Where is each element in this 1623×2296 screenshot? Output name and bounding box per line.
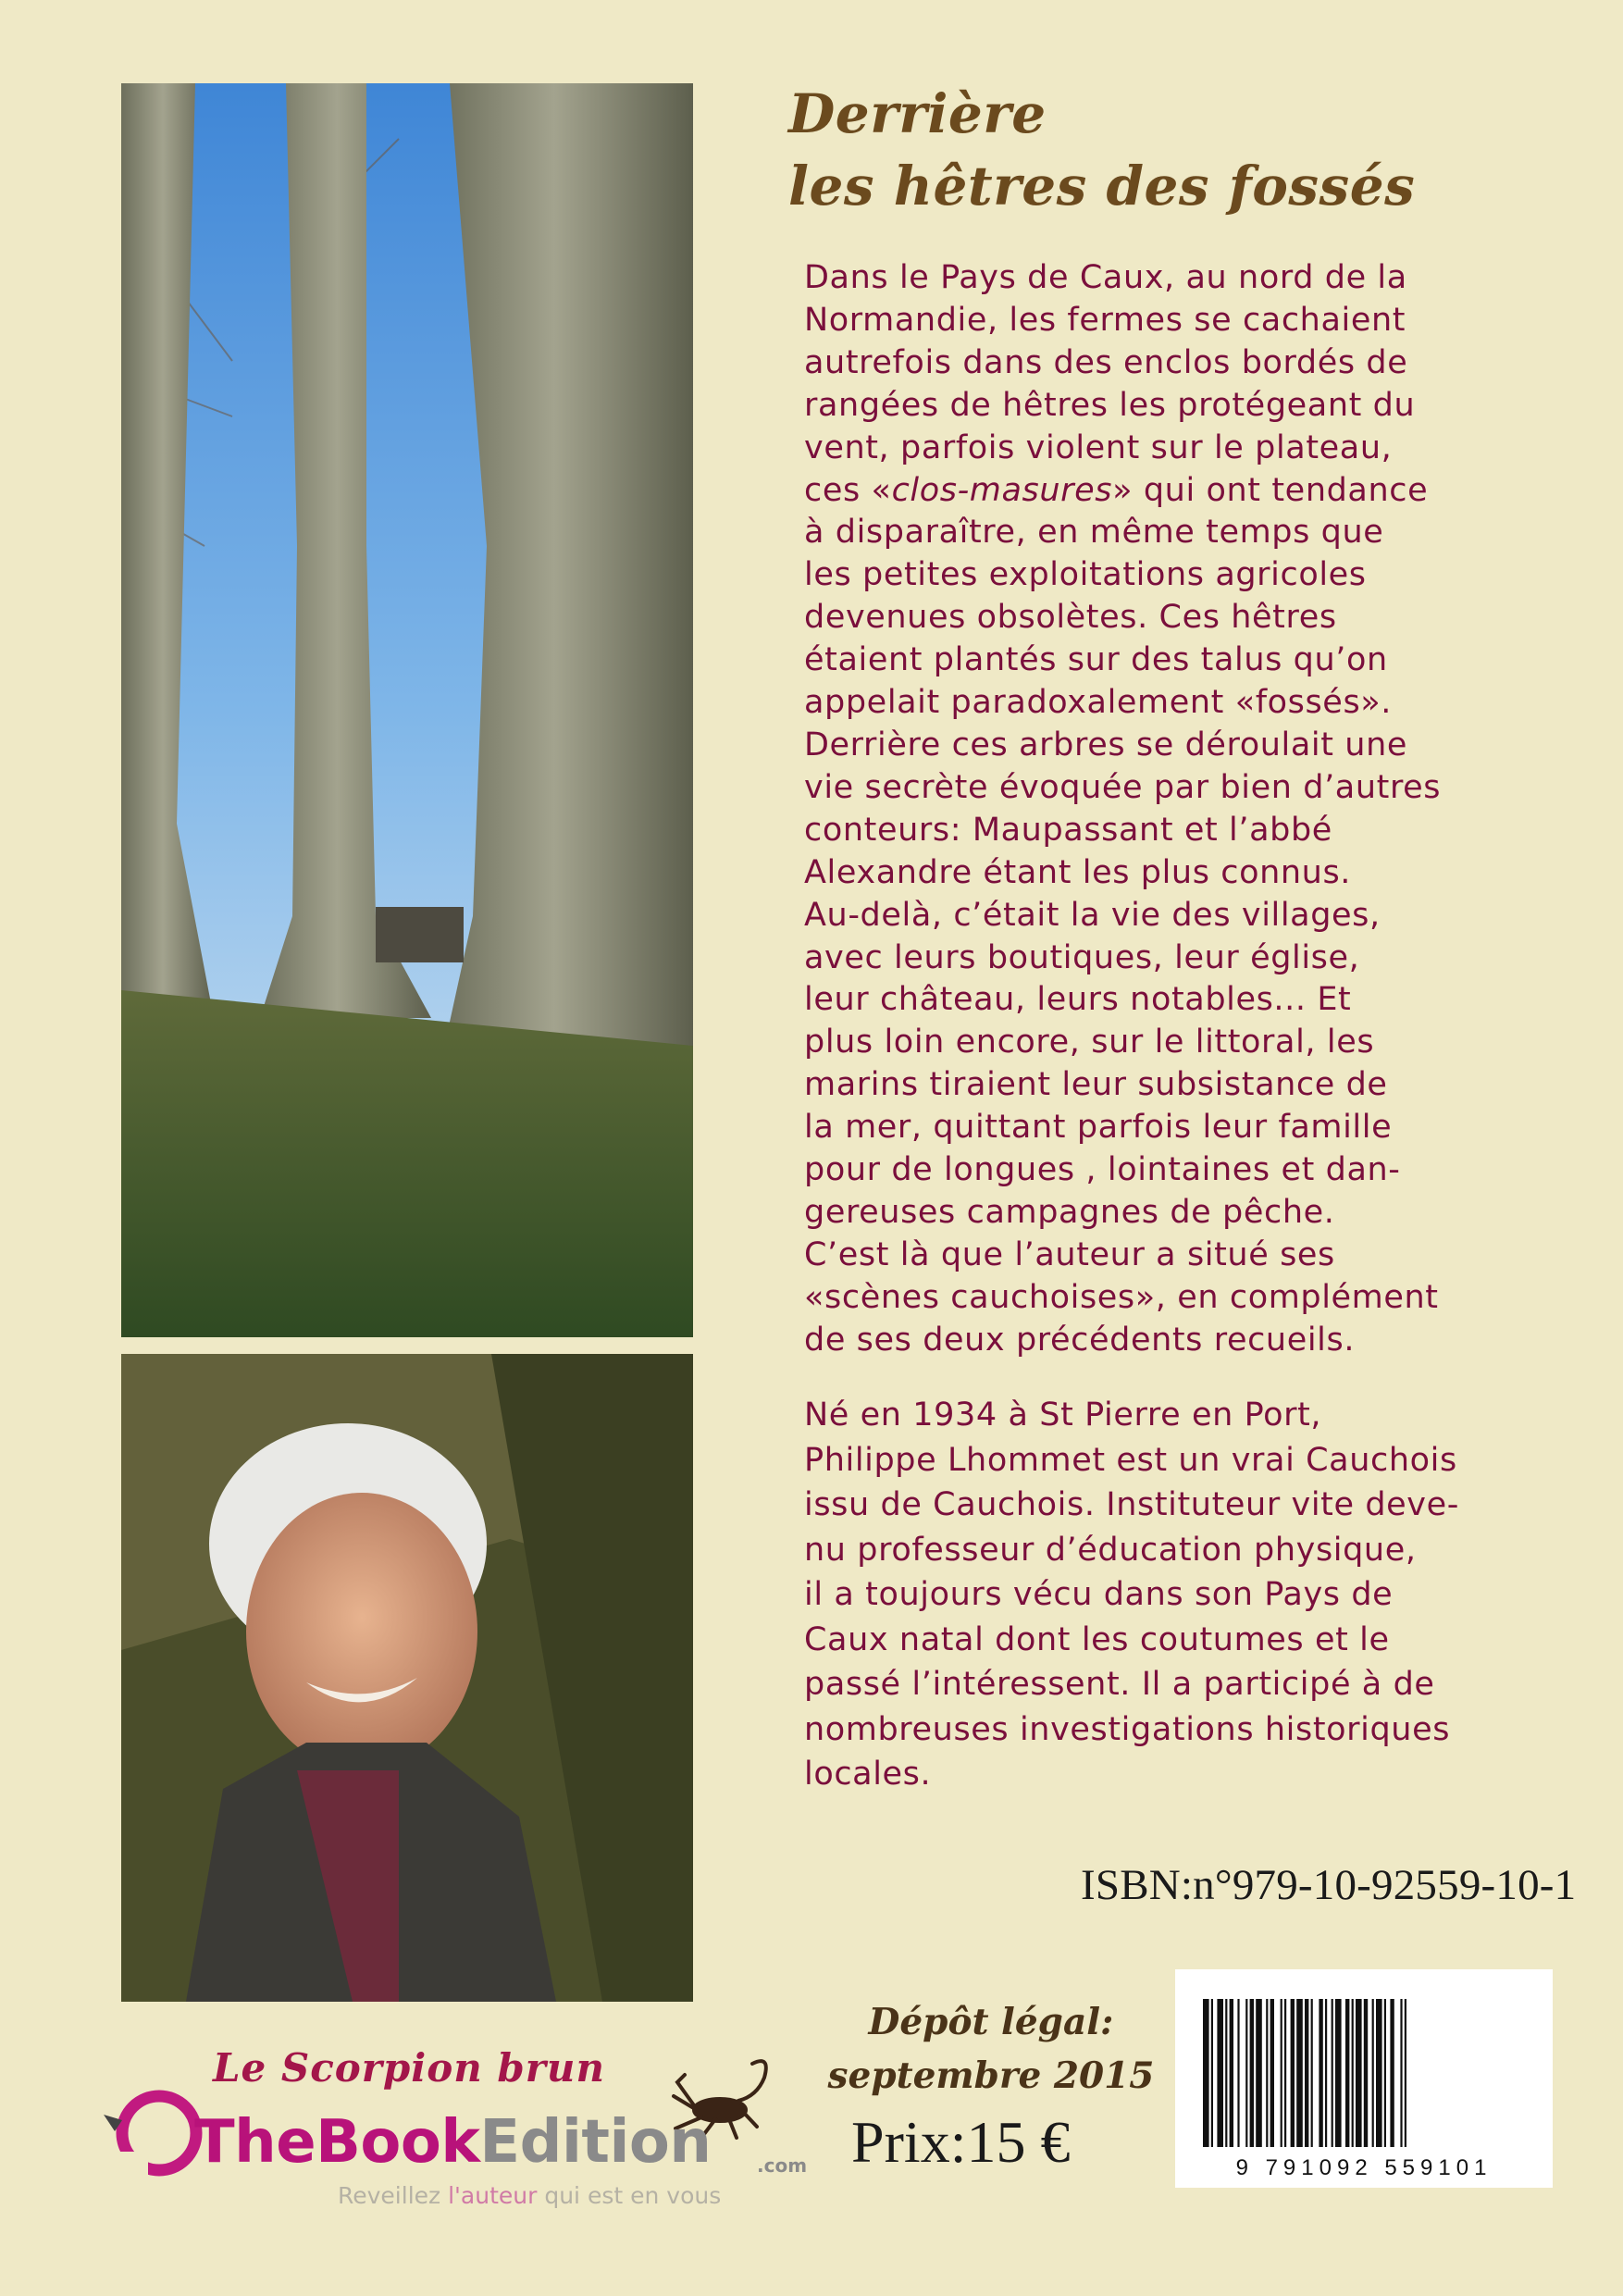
bio-line: issu de Cauchois. Instituteur vite deve- [804,1486,1459,1523]
summary-line: avec leurs boutiques, leur église, [804,938,1360,976]
barcode-text-layer [1175,1969,1553,2188]
tagline-part3: qui est en vous [537,2182,722,2209]
summary-line: Dans le Pays de Caux, au nord de la [804,259,1407,296]
summary-line: Alexandre étant les plus connus. [804,853,1352,891]
summary-line: à disparaître, en même temps que [804,514,1384,552]
summary-line: gereuses campagnes de pêche. [804,1193,1335,1231]
summary-line: pour de longues , lointaines et dan- [804,1151,1401,1189]
summary-line: rangées de hêtres les protégeant du [804,386,1416,424]
publisher-tagline [338,2182,721,2209]
barcode [1175,1969,1553,2188]
bio-line: nu professeur d’éducation physique, [804,1531,1417,1569]
summary-fragment: ces « [804,471,892,509]
summary-emphasis: clos-masures [891,471,1113,509]
author-bio [804,1393,1600,1797]
summary-line: la mer, quittant parfois leur famille [804,1109,1393,1147]
beech-trees-photo [121,83,693,1337]
summary-line: vent, parfois violent sur le plateau, [804,428,1393,466]
tagline-part2: l'auteur [448,2182,538,2209]
bio-line: Né en 1934 à St Pierre en Port, [804,1396,1322,1433]
bio-line: nombreuses investigations historiques [804,1710,1451,1748]
summary-line: les petites exploitations agricoles [804,556,1367,594]
summary-line: C’est là que l’auteur a situé ses [804,1235,1335,1273]
summary-line: appelait paradoxalement «fossés». [804,684,1393,722]
summary-line: étaient plantés sur des talus qu’on [804,641,1388,679]
summary-line: marins tiraient leur subsistance de [804,1066,1388,1104]
summary-line: «scènes cauchoises», en complément [804,1278,1439,1316]
bio-line: Caux natal dont les coutumes et le [804,1620,1390,1658]
imprint-name: Le Scorpion brun [213,2045,605,2091]
bio-line: il a toujours vécu dans son Pays de [804,1576,1394,1613]
thebookedition-logo-icon [102,2078,204,2189]
bio-line: passé l’intéressent. Il a participé à de [804,1666,1435,1703]
author-portrait-photo [121,1354,693,2002]
depot-legal [805,1995,1177,2103]
summary-line: leur château, leurs notables... Et [804,981,1352,1019]
publisher-name-part1: TheBook [194,2108,480,2177]
depot-legal-label: Dépôt légal: [868,2001,1114,2043]
bio-line: locales. [804,1756,932,1793]
title-line-1: Derrière [788,82,1047,145]
isbn-number: ISBN:n°979-10-92559-10-1 [1081,1861,1577,1909]
barcode-digits: 9 791092 559101 [1235,2155,1493,2180]
summary-fragment: » qui ont tendance [1112,471,1429,509]
depot-legal-date: septembre 2015 [827,2054,1155,2097]
summary-line: de ses deux précédents recueils. [804,1321,1356,1359]
summary-line: Derrière ces arbres se déroulait une [804,726,1407,763]
summary-line [804,470,1600,513]
book-price: Prix:15 € [851,2109,1071,2175]
summary-line: vie secrète évoquée par bien d’autres [804,768,1442,806]
title-line-2: les hêtres des fossés [788,155,1416,217]
book-summary [804,257,1600,1362]
summary-line: Au-delà, c’était la vie des villages, [804,896,1381,934]
bio-line: Philippe Lhommet est un vrai Cauchois [804,1441,1457,1479]
summary-line: autrefois dans des enclos bordés de [804,343,1408,381]
summary-line: devenues obsolètes. Ces hêtres [804,599,1337,637]
summary-line: Normandie, les fermes se cachaient [804,301,1406,339]
summary-line: plus loin encore, sur le littoral, les [804,1024,1375,1061]
tagline-part1: Reveillez [338,2182,449,2209]
book-title [788,78,1584,222]
summary-line: conteurs: Maupassant et l’abbé [804,811,1332,849]
publisher-domain: .com [757,2154,808,2177]
publisher-name-part2: Edition [479,2108,712,2177]
publisher-name [194,2108,711,2177]
